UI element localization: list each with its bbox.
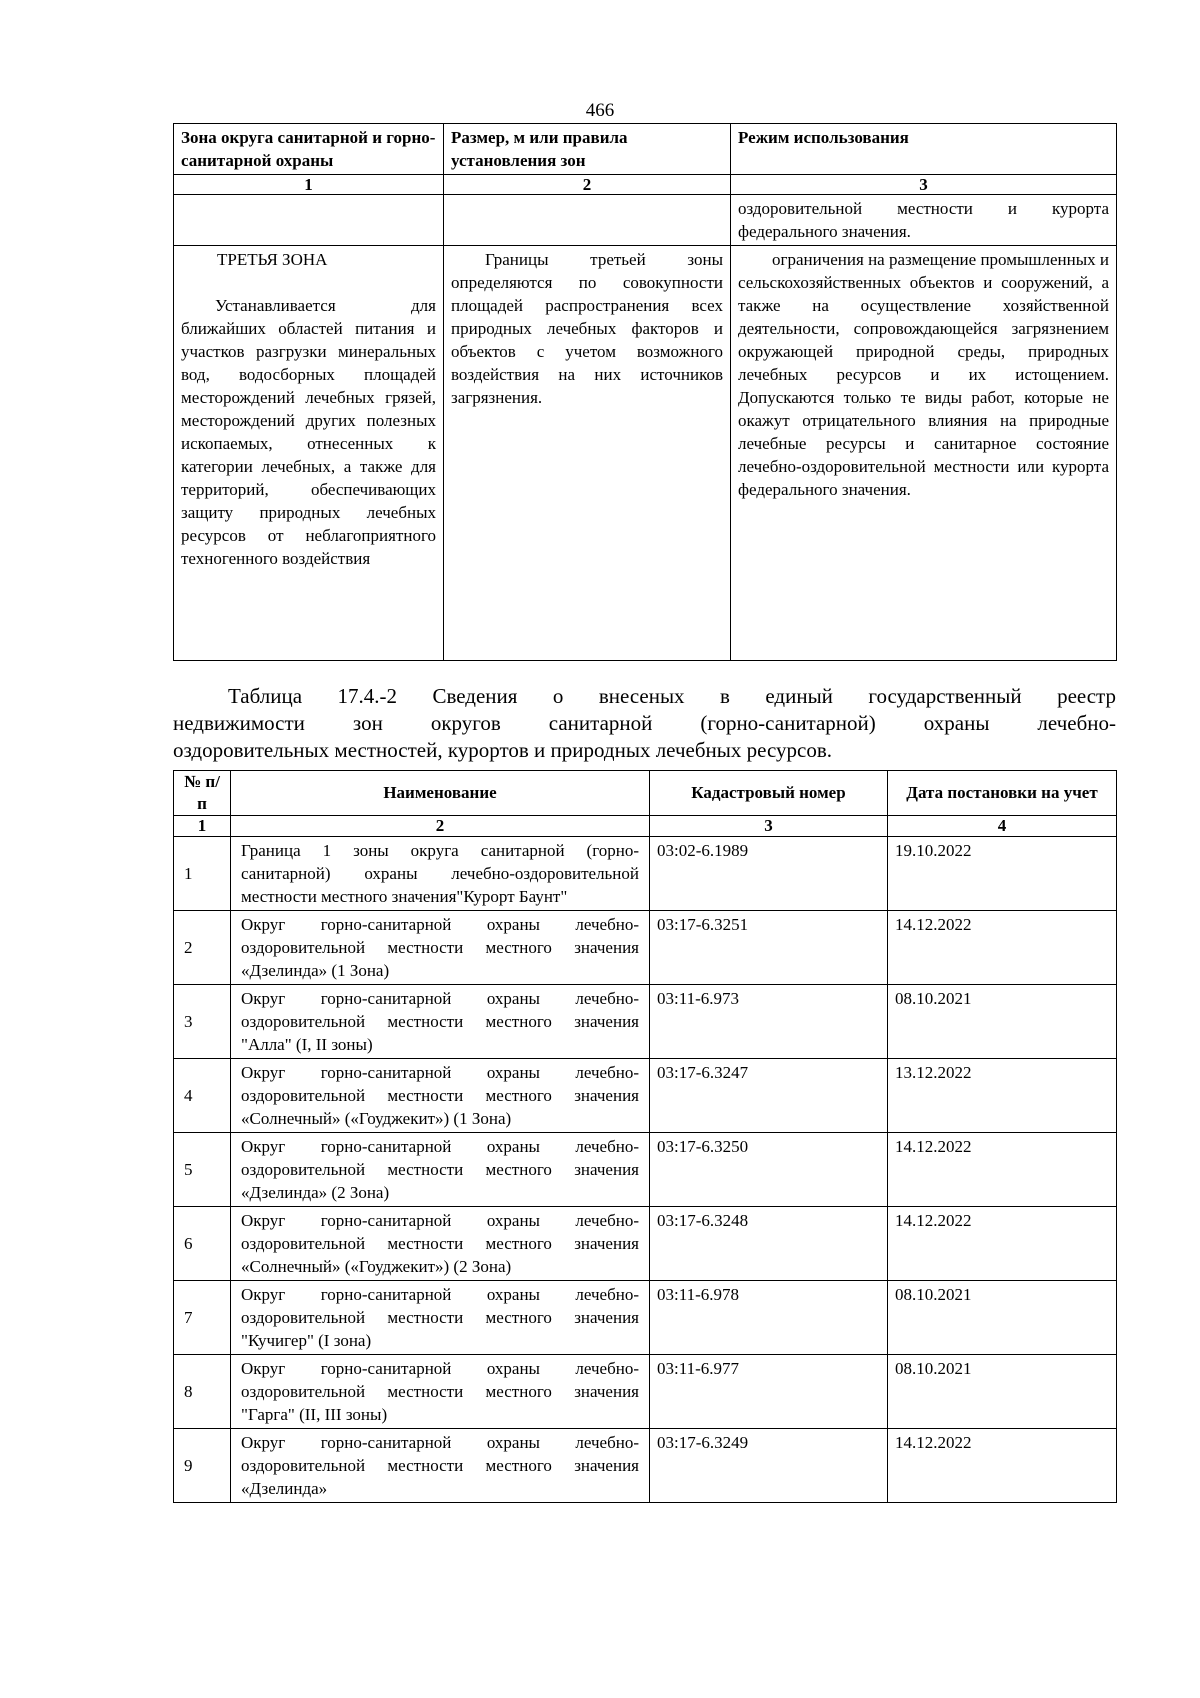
row-number: 3 xyxy=(174,985,231,1059)
row-cadastral-number: 03:17-6.3249 xyxy=(650,1429,888,1503)
row-cadastral-number: 03:11-6.977 xyxy=(650,1355,888,1429)
column-number: 2 xyxy=(444,175,731,195)
registry-table-header xyxy=(174,771,1117,816)
row-registration-date: 14.12.2022 xyxy=(888,1133,1117,1207)
zones-table-column-numbers xyxy=(174,175,1117,195)
table-row xyxy=(174,1429,1117,1503)
row-cadastral-number: 03:11-6.978 xyxy=(650,1281,888,1355)
row-name: Округ горно-санитарной охраны лечебно-оздоровительной местности местного значения "Гарга" (II, III зоны) xyxy=(231,1355,650,1429)
table-row xyxy=(174,911,1117,985)
row-cadastral-number: 03:17-6.3248 xyxy=(650,1207,888,1281)
third-zone-row xyxy=(174,246,1117,661)
zone-boundaries-cell xyxy=(444,246,731,661)
page-number: 466 xyxy=(585,100,615,121)
caption-line: недвижимости зон округов санитарной (горно-санитарной) охраны лечебно- xyxy=(173,711,1116,735)
row-number: 4 xyxy=(174,1059,231,1133)
row-number: 1 xyxy=(174,837,231,911)
registry-table xyxy=(173,770,1117,1503)
column-number: 2 xyxy=(231,816,650,837)
third-zone-cell xyxy=(174,246,444,661)
column-number: 4 xyxy=(888,816,1117,837)
row-registration-date: 14.12.2022 xyxy=(888,911,1117,985)
table-row xyxy=(174,1133,1117,1207)
row-number: 9 xyxy=(174,1429,231,1503)
zone-boundaries: Границы третьей зоны определяются по совокупности площадей распространения всех природных лечебных факторов и объектов с учетом возможного воздействия на них источников загрязнения. xyxy=(451,250,723,407)
column-number: 3 xyxy=(650,816,888,837)
registry-table-column-numbers xyxy=(174,816,1117,837)
row-registration-date: 14.12.2022 xyxy=(888,1207,1117,1281)
header-date: Дата постановки на учет xyxy=(888,771,1117,816)
zone-description: Устанавливается для ближайших областей питания и участков разгрузки минеральных вод, водосборных площадей месторождений лечебных грязей, месторождений других полезных ископаемых, отнесенных к категории лечебных, а также для территорий, обеспечивающих защиту природных лечебных ресурсов от неблагоприятного техногенного воздействия xyxy=(181,296,436,568)
header-cadastral: Кадастровый номер xyxy=(650,771,888,816)
header-size: Размер, м или правила установления зон xyxy=(444,124,731,175)
row-name: Округ горно-санитарной охраны лечебно-оздоровительной местности местного значения "Алла" (I, II зоны) xyxy=(231,985,650,1059)
row-registration-date: 13.12.2022 xyxy=(888,1059,1117,1133)
row-registration-date: 08.10.2021 xyxy=(888,1281,1117,1355)
row-number: 8 xyxy=(174,1355,231,1429)
table-row xyxy=(174,985,1117,1059)
empty-cell xyxy=(444,195,731,246)
header-name: Наименование xyxy=(231,771,650,816)
row-cadastral-number: 03:17-6.3251 xyxy=(650,911,888,985)
registry-rows xyxy=(174,837,1117,1503)
column-number: 1 xyxy=(174,816,231,837)
row-number: 2 xyxy=(174,911,231,985)
zone-regime: ограничения на размещение промышленных и сельскохозяйственных объектов и сооружений, а также на осуществление хозяйственной деятельности, сопровождающейся загрязнением окружающей природной среды, природных лечебных ресурсов и их истощением. Допускаются только те виды работ, которые не окажут отрицательного влияния на природные лечебные ресурсы и санитарное состояние лечебно-оздоровительной местности или курорта федерального значения. xyxy=(738,250,1109,499)
row-name: Округ горно-санитарной охраны лечебно-оздоровительной местности местного значения «Дзелинда» xyxy=(231,1429,650,1503)
row-cadastral-number: 03:17-6.3247 xyxy=(650,1059,888,1133)
header-regime: Режим использования xyxy=(731,124,1117,175)
row-number: 5 xyxy=(174,1133,231,1207)
column-number: 1 xyxy=(174,175,444,195)
row-name: Граница 1 зоны округа санитарной (горно-санитарной) охраны лечебно-оздоровительной местности местного значения"Курорт Баунт" xyxy=(231,837,650,911)
header-number: № п/п xyxy=(174,771,231,816)
row-name: Округ горно-санитарной охраны лечебно-оздоровительной местности местного значения «Солнечный» («Гоуджекит») (2 Зона) xyxy=(231,1207,650,1281)
row-registration-date: 08.10.2021 xyxy=(888,985,1117,1059)
row-number: 6 xyxy=(174,1207,231,1281)
column-number: 3 xyxy=(731,175,1117,195)
zones-table xyxy=(173,123,1117,661)
row-cadastral-number: 03:11-6.973 xyxy=(650,985,888,1059)
table-row xyxy=(174,1207,1117,1281)
row-name: Округ горно-санитарной охраны лечебно-оздоровительной местности местного значения «Дзелинда» (2 Зона) xyxy=(231,1133,650,1207)
continuation-row xyxy=(174,195,1117,246)
empty-cell xyxy=(174,195,444,246)
continuation-text: оздоровительной местности и курорта федерального значения. xyxy=(731,195,1117,246)
table-caption xyxy=(173,683,1116,764)
row-cadastral-number: 03:17-6.3250 xyxy=(650,1133,888,1207)
zones-table-header xyxy=(174,124,1117,175)
caption-line: Таблица 17.4.-2 Сведения о внесеных в единый государственный реестр xyxy=(228,684,1116,708)
table-row xyxy=(174,1059,1117,1133)
row-registration-date: 14.12.2022 xyxy=(888,1429,1117,1503)
table-row xyxy=(174,1281,1117,1355)
row-cadastral-number: 03:02-6.1989 xyxy=(650,837,888,911)
table-row xyxy=(174,1355,1117,1429)
zone-regime-cell xyxy=(731,246,1117,661)
row-registration-date: 19.10.2022 xyxy=(888,837,1117,911)
table-row xyxy=(174,837,1117,911)
caption-line: оздоровительных местностей, курортов и природных лечебных ресурсов. xyxy=(173,738,833,762)
row-name: Округ горно-санитарной охраны лечебно-оздоровительной местности местного значения "Кучигер" (I зона) xyxy=(231,1281,650,1355)
row-registration-date: 08.10.2021 xyxy=(888,1355,1117,1429)
header-zone: Зона округа санитарной и горно-санитарной охраны xyxy=(174,124,444,175)
row-name: Округ горно-санитарной охраны лечебно-оздоровительной местности местного значения «Солнечный» («Гоуджекит») (1 Зона) xyxy=(231,1059,650,1133)
row-number: 7 xyxy=(174,1281,231,1355)
row-name: Округ горно-санитарной охраны лечебно-оздоровительной местности местного значения «Дзелинда» (1 Зона) xyxy=(231,911,650,985)
zone-title: ТРЕТЬЯ ЗОНА xyxy=(217,250,328,269)
